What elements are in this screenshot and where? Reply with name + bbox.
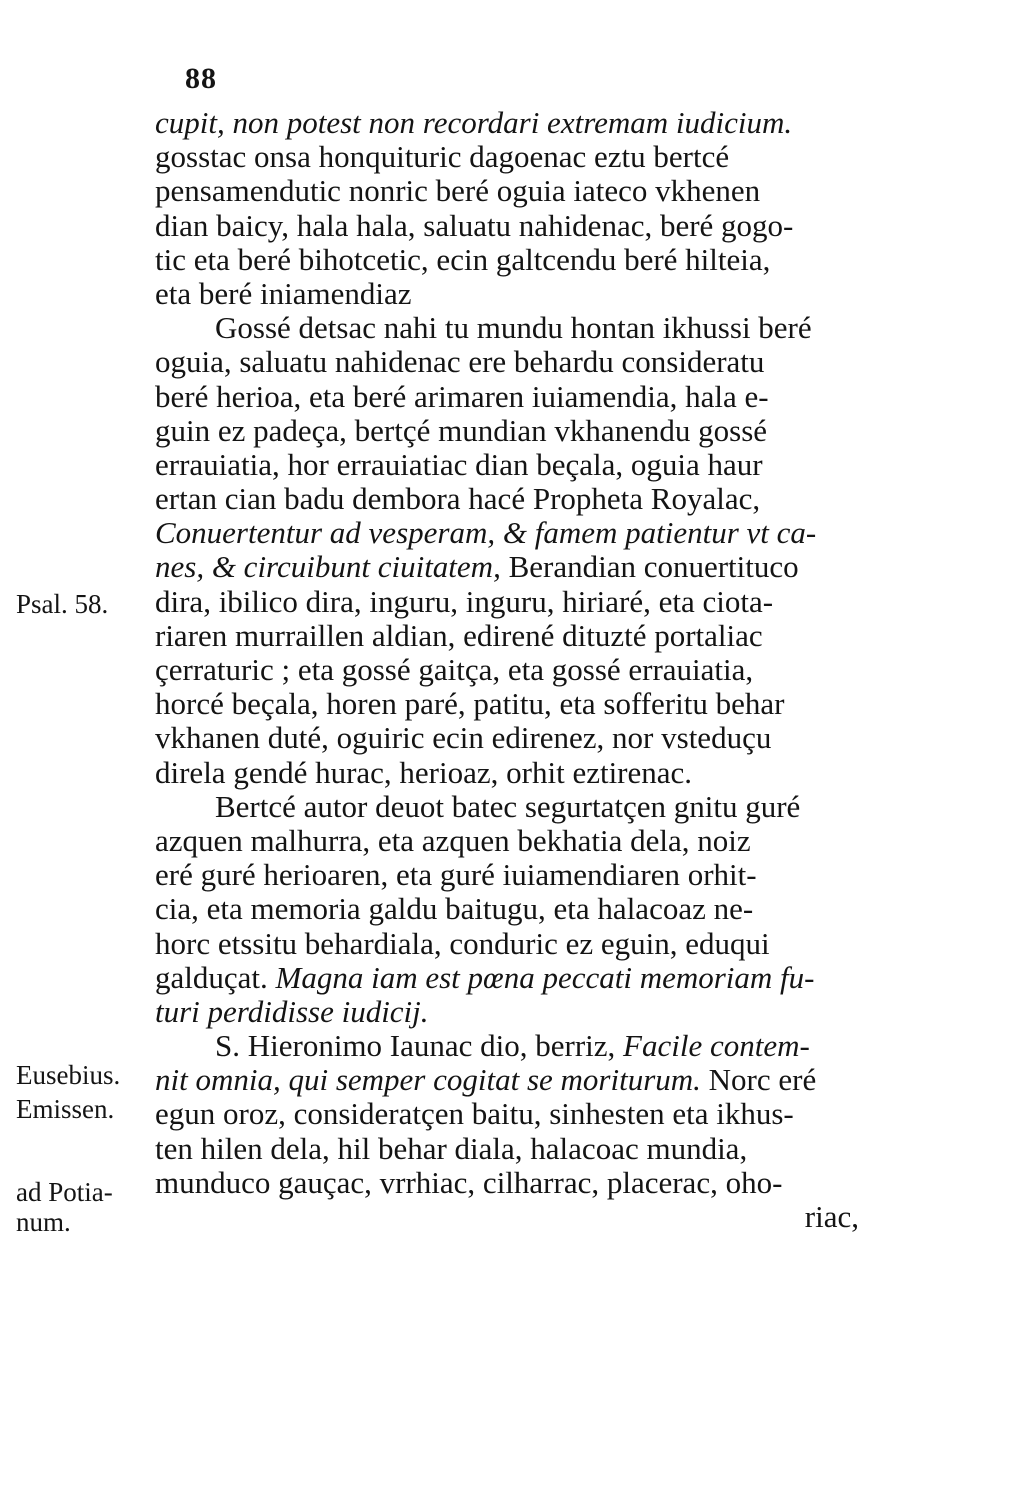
text-run: Berandian conuertituco <box>508 550 799 585</box>
text-line <box>155 892 907 926</box>
text-line <box>155 585 907 619</box>
text-run: munduco gauçac, vrrhiac, cilharrac, placerac, oho- <box>155 1165 783 1200</box>
text-line <box>155 243 907 277</box>
text-line <box>155 345 907 379</box>
text-line <box>155 961 907 995</box>
text-run: dira, ibilico dira, inguru, inguru, hiriaré, eta ciota- <box>155 584 774 619</box>
text-run: azquen malhurra, eta azquen bekhatia dela, noiz <box>155 823 751 858</box>
text-run: ten hilen dela, hil behar diala, halacoac mundia, <box>155 1131 748 1166</box>
text-run: pensamendutic nonric beré oguia iateco vkhenen <box>155 174 761 209</box>
body-text <box>155 106 907 1234</box>
text-run: tic eta beré bihotcetic, ecin galtcendu beré hilteia, <box>155 242 771 277</box>
text-line <box>155 380 907 414</box>
text-line <box>155 721 907 755</box>
catchword: riac, <box>804 1200 859 1234</box>
latin-quotation: cupit, non potest non recordari extremam iudicium. <box>155 106 793 140</box>
text-run: Gossé detsac nahi tu mundu hontan ikhussi beré <box>215 311 812 346</box>
text-line <box>155 311 907 345</box>
page-number: 88 <box>185 62 217 95</box>
latin-quotation: Conuertentur ad vesperam, & famem patientur vt ca- <box>155 516 817 551</box>
margin-note-author: Eusebius. <box>16 1060 121 1090</box>
text-run: vkhanen duté, oguiric ecin edirenez, nor vsteduçu <box>155 721 772 756</box>
text-run: dian baicy, hala hala, saluatu nahidenac, beré gogo- <box>155 208 794 243</box>
text-line <box>155 550 907 584</box>
text-run: horc etssitu behardiala, conduric ez eguin, eduqui <box>155 926 770 961</box>
text-line <box>155 1132 907 1166</box>
text-line <box>155 687 907 721</box>
text-line <box>155 1029 907 1063</box>
text-line <box>155 824 907 858</box>
latin-quotation: nes, & circuibunt ciuitatem, <box>155 550 509 585</box>
text-line <box>155 790 907 824</box>
text-line <box>155 174 907 208</box>
text-line <box>155 482 907 516</box>
text-line <box>155 516 907 550</box>
text-line <box>155 277 907 311</box>
text-run: çerraturic ; eta gossé gaitça, eta gossé errauiatia, <box>155 653 754 687</box>
text-line <box>155 653 907 687</box>
text-run: eré guré herioaren, eta guré iuiamendiaren orhit- <box>155 858 757 893</box>
text-run: egun oroz, consideratçen baitu, sinhesten eta ikhus- <box>155 1097 794 1132</box>
text-line <box>155 1097 907 1131</box>
text-run: riaren murraillen aldian, edirené dituzté portaliac <box>155 618 763 653</box>
text-run: horcé beçala, horen paré, patitu, eta sofferitu behar <box>155 687 785 722</box>
text-run: eta beré iniamendiaz <box>155 276 412 311</box>
text-line <box>155 448 907 482</box>
latin-quotation: nit omnia, qui semper cogitat se moriturum. <box>155 1063 701 1098</box>
latin-quotation: turi perdidisse iudicij. <box>155 994 429 1029</box>
text-line <box>155 1166 907 1200</box>
latin-quotation: Magna iam est pœna peccati memoriam fu- <box>275 960 815 995</box>
margin-note-addressee: ad Potia- <box>16 1177 113 1207</box>
text-line <box>155 140 907 174</box>
text-run: ertan cian badu dembora hacé Propheta Royalac, <box>155 482 761 517</box>
margin-note-psalm: Psal. 58. <box>16 589 109 619</box>
text-line <box>155 1063 907 1097</box>
text-run: oguia, saluatu nahidenac ere behardu consideratu <box>155 345 765 380</box>
text-run: errauiatia, hor errauiatiac dian beçala, oguia haur <box>155 447 763 482</box>
text-run: Bertcé autor deuot batec segurtatçen gnitu guré <box>215 789 801 824</box>
text-line <box>155 106 907 140</box>
margin-note-addressee-cont: num. <box>16 1207 71 1237</box>
text-run: beré herioa, eta beré arimaren iuiamendia, hala e- <box>155 379 769 414</box>
text-line <box>155 209 907 243</box>
margin-note-author-place: Emissen. <box>16 1094 115 1124</box>
text-run: Norc eré <box>700 1063 817 1098</box>
text-line <box>155 756 907 790</box>
text-run: guin ez padeça, bertçé mundian vkhanendu gossé <box>155 413 768 448</box>
text-line <box>155 927 907 961</box>
latin-quotation: Facile contem- <box>623 1029 810 1064</box>
text-line <box>155 995 907 1029</box>
text-run: galduçat. <box>155 960 276 995</box>
text-line <box>155 858 907 892</box>
text-run: gosstac onsa honquituric dagoenac eztu bertcé <box>155 140 730 175</box>
text-run: cia, eta memoria galdu baitugu, eta halacoaz ne- <box>155 892 754 927</box>
text-line <box>155 619 907 653</box>
text-line <box>155 414 907 448</box>
text-run: S. Hieronimo Iaunac dio, berriz, <box>215 1029 624 1064</box>
text-run: direla gendé hurac, herioaz, orhit eztirenac. <box>155 755 693 790</box>
